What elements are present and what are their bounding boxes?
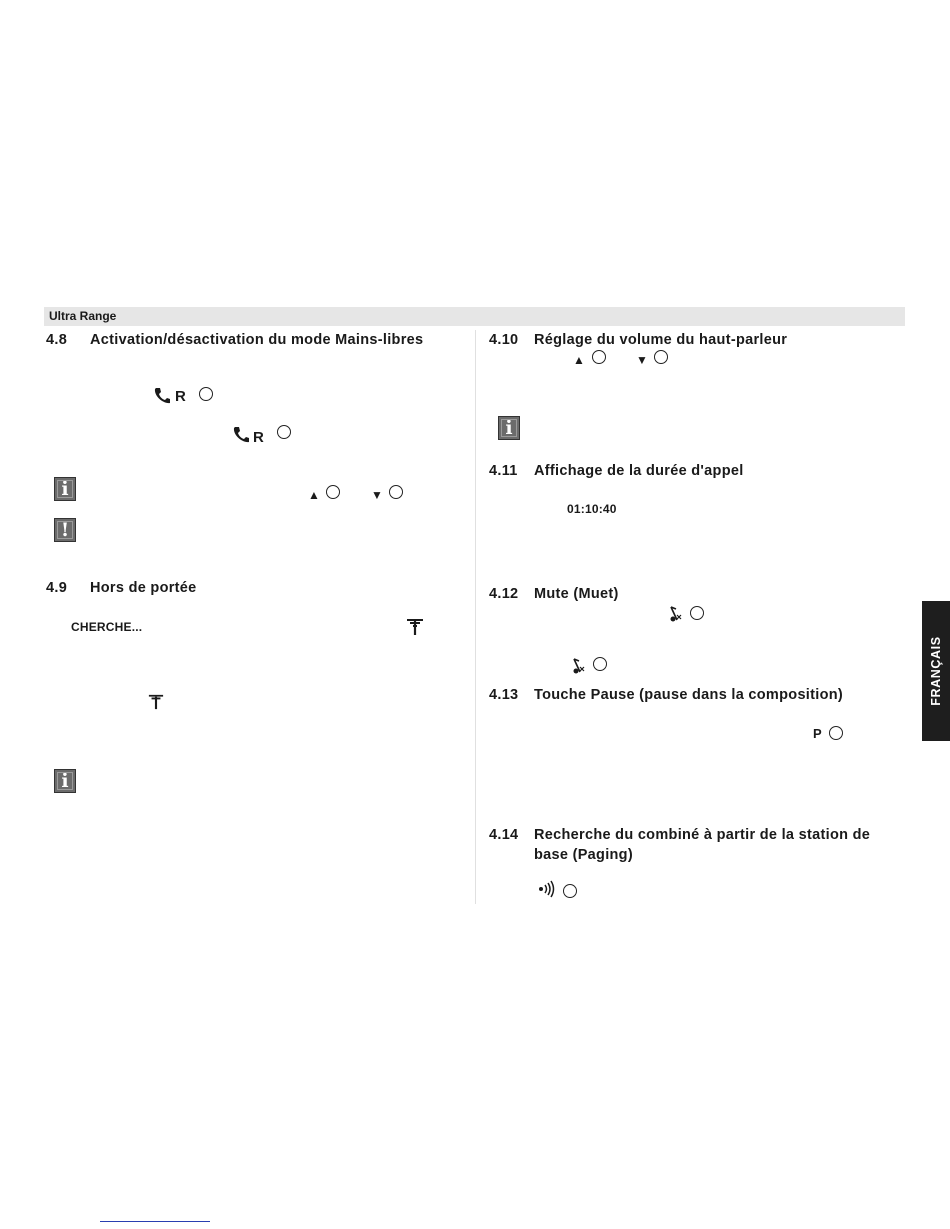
- p-key-label: P: [813, 726, 822, 741]
- section-number-4-13: 4.13: [489, 687, 519, 703]
- mute-button[interactable]: [593, 657, 607, 671]
- section-number-4-11: 4.11: [489, 463, 518, 479]
- header-title: Ultra Range: [49, 309, 117, 323]
- footer-rule: [100, 1221, 210, 1222]
- mute-icon: [668, 606, 682, 622]
- column-divider: [475, 330, 476, 904]
- section-title-4-14-line2: base (Paging): [534, 847, 633, 863]
- down-arrow-icon: ▼: [371, 488, 383, 502]
- mute-button[interactable]: [690, 606, 704, 620]
- section-number-4-9: 4.9: [46, 580, 68, 596]
- section-number-4-14: 4.14: [489, 827, 519, 843]
- r-key-label: R: [175, 388, 186, 405]
- handset-icon: [232, 426, 250, 444]
- lcd-searching-text: CHERCHE...: [71, 620, 143, 634]
- paging-button[interactable]: [563, 884, 577, 898]
- lcd-call-timer: 01:10:40: [567, 502, 617, 516]
- section-title-4-11: Affichage de la durée d'appel: [534, 463, 744, 479]
- warning-icon: !: [54, 518, 76, 542]
- section-title-4-10: Réglage du volume du haut-parleur: [534, 332, 788, 348]
- paging-icon: [538, 880, 556, 898]
- volume-up-button[interactable]: [592, 350, 606, 364]
- section-number-4-12: 4.12: [489, 586, 519, 602]
- r-key-button[interactable]: [277, 425, 291, 439]
- r-key-label: R: [253, 429, 264, 446]
- volume-down-button[interactable]: [654, 350, 668, 364]
- antenna-icon: [406, 618, 424, 636]
- section-title-4-12: Mute (Muet): [534, 586, 619, 602]
- section-number-4-8: 4.8: [46, 332, 68, 348]
- language-tab-label: FRANÇAIS: [929, 636, 943, 706]
- handset-icon: [153, 387, 171, 405]
- info-icon: i: [54, 477, 76, 501]
- section-title-4-9: Hors de portée: [90, 580, 197, 596]
- volume-up-button[interactable]: [326, 485, 340, 499]
- section-number-4-10: 4.10: [489, 332, 519, 348]
- r-key-button[interactable]: [199, 387, 213, 401]
- up-arrow-icon: ▲: [308, 488, 320, 502]
- info-icon: i: [498, 416, 520, 440]
- antenna-icon: [148, 694, 164, 710]
- up-arrow-icon: ▲: [573, 353, 585, 367]
- info-icon: i: [54, 769, 76, 793]
- language-tab: [922, 601, 950, 741]
- down-arrow-icon: ▼: [636, 353, 648, 367]
- header-bar: [44, 307, 905, 326]
- section-title-4-13: Touche Pause (pause dans la composition): [534, 687, 844, 703]
- section-title-4-8: Activation/désactivation du mode Mains-libres: [90, 332, 424, 348]
- mute-icon: [571, 658, 585, 674]
- volume-down-button[interactable]: [389, 485, 403, 499]
- section-title-4-14: Recherche du combiné à partir de la station de: [534, 827, 871, 843]
- pause-button[interactable]: [829, 726, 843, 740]
